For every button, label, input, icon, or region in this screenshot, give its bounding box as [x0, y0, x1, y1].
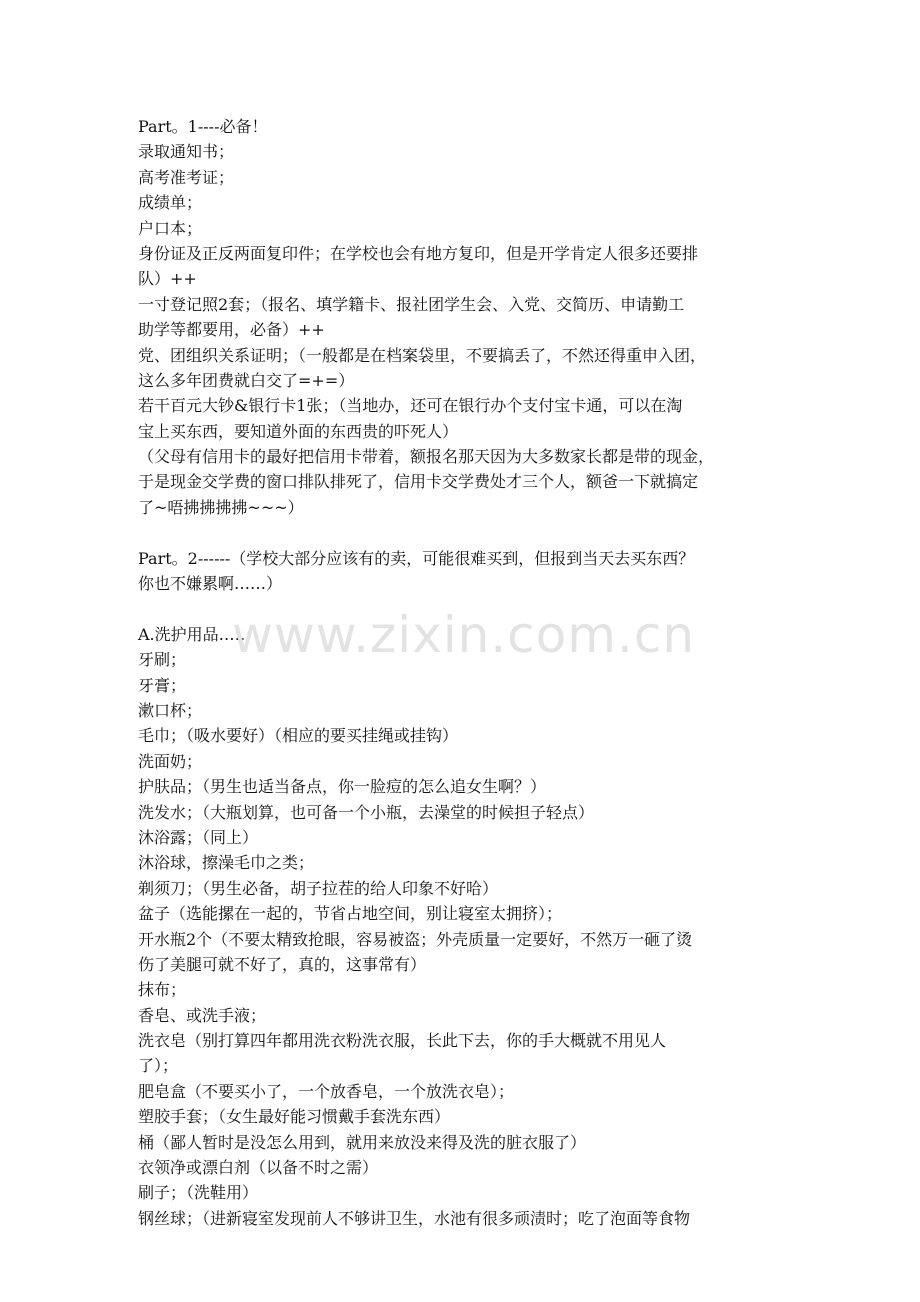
list-item: 肥皂盒（不要买小了，一个放香皂，一个放洗衣皂）； — [138, 1081, 515, 1101]
list-item: 这么多年团费就白交了=+=） — [138, 370, 355, 390]
list-item: 洗面奶； — [138, 751, 203, 771]
list-item: 毛巾；（吸水要好）（相应的要买挂绳或挂钩） — [138, 726, 459, 746]
list-item: 漱口杯； — [138, 700, 203, 720]
list-item: 盆子（选能摞在一起的，节省占地空间，别让寝室太拥挤）； — [138, 904, 563, 924]
list-item: 牙刷； — [138, 650, 187, 670]
list-item: 一寸登记照2套；（报名、填学籍卡、报社团学生会、入党、交简历、申请勤工 — [138, 294, 685, 314]
list-item: 了~唔拂拂拂拂~~~） — [138, 497, 304, 517]
list-item: 钢丝球；（进新寝室发现前人不够讲卫生，水池有很多顽渍时；吃了泡面等食物 — [138, 1208, 691, 1228]
list-item: 若干百元大钞&银行卡1张；（当地办，还可在银行办个支付宝卡通，可以在淘 — [138, 396, 683, 416]
list-item: 队）++ — [138, 269, 197, 289]
list-item: 成绩单； — [138, 193, 203, 213]
list-item: 衣领净或漂白剂（以备不时之需） — [138, 1158, 379, 1178]
list-item: 洗发水；（大瓶划算，也可备一个小瓶，去澡堂的时候担子轻点） — [138, 802, 595, 822]
list-item: 洗衣皂（别打算四年都用洗衣粉洗衣服，长此下去，你的手大概就不用见人 — [138, 1031, 667, 1051]
document-page — [138, 114, 798, 1231]
subsection-header: A.洗护用品…… — [138, 624, 251, 644]
list-item: 高考准考证； — [138, 167, 235, 187]
spacer — [138, 520, 798, 545]
list-item: 刷子；（洗鞋用） — [138, 1183, 259, 1203]
list-item: 抹布； — [138, 980, 187, 1000]
list-item: 了）； — [138, 1056, 179, 1076]
section2-header: Part。2------（学校大部分应该有的卖，可能很难买到，但报到当天去买东西？ — [138, 548, 695, 568]
list-item: 沐浴露；（同上） — [138, 827, 259, 847]
list-item: 开水瓶2个（不要太精致抢眼，容易被盗；外壳质量一定要好，不然万一砸了烫 — [138, 929, 693, 949]
list-item: 牙膏； — [138, 675, 187, 695]
list-item: （父母有信用卡的最好把信用卡带着，额报名那天因为大多数家长都是带的现金， — [138, 447, 715, 467]
list-item: 沐浴球，擦澡毛巾之类； — [138, 853, 315, 873]
list-item: 身份证及正反两面复印件；在学校也会有地方复印，但是开学肯定人很多还要排 — [138, 243, 699, 263]
list-item: 录取通知书； — [138, 142, 235, 162]
list-item: 户口本； — [138, 218, 203, 238]
list-item: 伤了美腿可就不好了，真的，这事常有） — [138, 954, 427, 974]
list-item: 于是现金交学费的窗口排队排死了，信用卡交学费处才三个人，额爸一下就搞定 — [138, 472, 699, 492]
list-item: 宝上买东西，要知道外面的东西贵的吓死人） — [138, 421, 459, 441]
spacer — [138, 596, 798, 621]
watermark: www.zixin.com.cn — [232, 606, 696, 664]
list-item: 香皂、或洗手液； — [138, 1005, 267, 1025]
section2-header: 你也不嫌累啊……） — [138, 574, 283, 594]
list-item: 剃须刀；（男生必备，胡子拉茬的给人印象不好哈） — [138, 878, 499, 898]
list-item: 护肤品；（男生也适当备点，你一脸痘的怎么追女生啊？） — [138, 777, 547, 797]
section1-header: Part。1----必备！ — [138, 117, 268, 136]
list-item: 桶（鄙人暂时是没怎么用到，就用来放没来得及洗的脏衣服了） — [138, 1132, 587, 1152]
list-item: 党、团组织关系证明；（一般都是在档案袋里，不要搞丢了，不然还得重申入团， — [138, 345, 707, 365]
list-item: 塑胶手套；（女生最好能习惯戴手套洗东西） — [138, 1107, 451, 1127]
list-item: 助学等都要用，必备）++ — [138, 320, 325, 340]
